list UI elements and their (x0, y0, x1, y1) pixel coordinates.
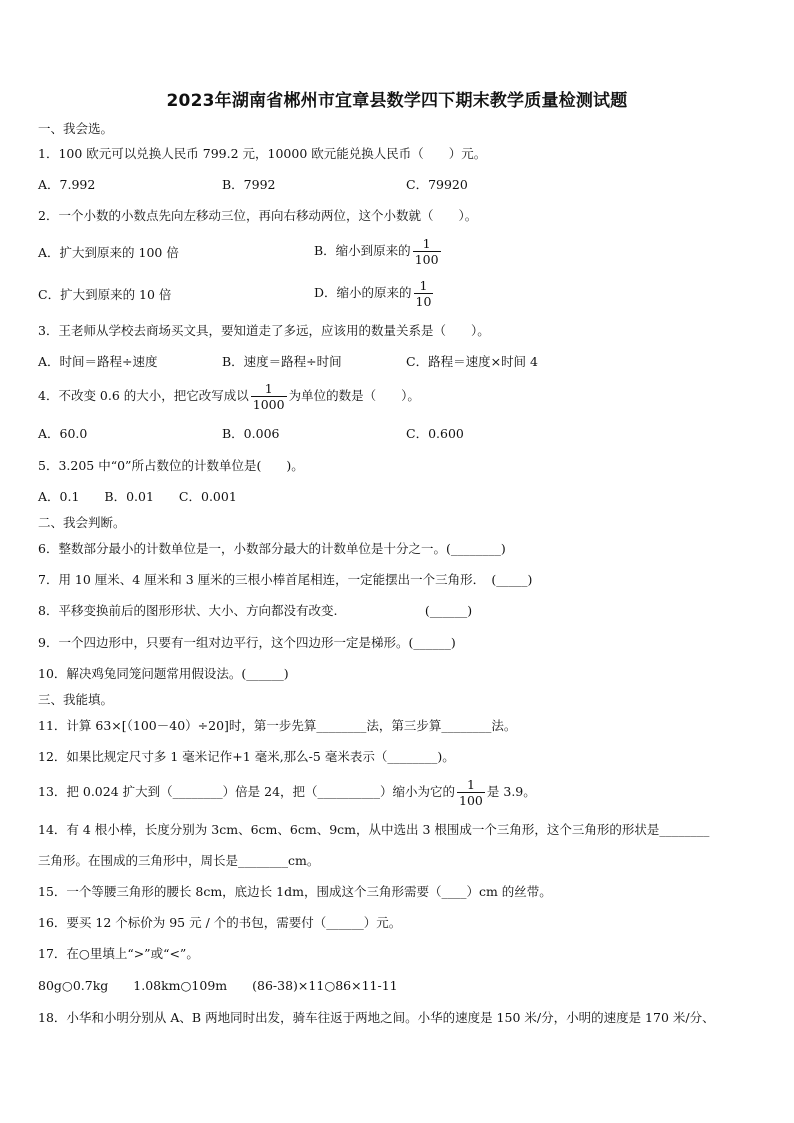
q2-option-a: A．扩大到原来的 100 倍 (38, 245, 179, 260)
q2-option-c: C．扩大到原来的 10 倍 (38, 287, 172, 302)
question-8: 8．平移变换前后的图形形状、大小、方向都没有改变. (______) (38, 603, 473, 618)
q2-option-b (314, 236, 443, 267)
fraction-denominator: 1000 (252, 397, 285, 412)
question-10: 10．解决鸡兔同笼问题常用假设法。(______) (38, 666, 289, 681)
question-5: 5．3.205 中“0”所占数位的计数单位是( )。 (38, 458, 304, 473)
q1-option-a: A．7.992 (38, 177, 96, 192)
question-1: 1．100 欧元可以兑换人民币 799.2 元，10000 欧元能兑换人民币（ ）元。 (38, 146, 487, 161)
question-11: 11．计算 63×[（100－40）÷20]时，第一步先算________法，第三步算________法。 (38, 718, 517, 733)
fraction-denominator: 100 (459, 793, 483, 808)
question-6: 6．整数部分最小的计数单位是一，小数部分最大的计数单位是十分之一。(________) (38, 541, 506, 556)
fraction-numerator: 1 (264, 381, 273, 396)
page-title: 2023年湖南省郴州市宜章县数学四下期末教学质量检测试题 (166, 91, 628, 111)
fraction (457, 777, 485, 808)
q3-option-a: A．时间＝路程÷速度 (38, 354, 158, 369)
q13-text-after: 是 3.9。 (486, 784, 536, 799)
fraction (251, 381, 287, 412)
question-7: 7．用 10 厘米、4 厘米和 3 厘米的三根小棒首尾相连，一定能摆出一个三角形． (_____) (38, 572, 533, 587)
fraction-denominator: 100 (414, 252, 439, 267)
q3-option-b: B．速度＝路程÷时间 (222, 354, 342, 369)
q4-option-b: B．0.006 (222, 426, 280, 441)
q2-option-d (314, 278, 435, 309)
question-15: 15．一个等腰三角形的腰长 8cm，底边长 1dm，围成这个三角形需要（____）cm 的丝带。 (38, 884, 552, 899)
fraction-numerator: 1 (419, 278, 428, 293)
question-16: 16．要买 12 个标价为 95 元 / 个的书包，需要付（______）元。 (38, 915, 402, 930)
question-4 (38, 381, 420, 412)
question-13 (38, 777, 536, 808)
q2-option-b-text: B．缩小到原来的 (314, 243, 411, 258)
section-heading-choose: 一、我会选。 (38, 121, 114, 136)
q4-option-a: A．60.0 (38, 426, 88, 441)
q2-option-d-text: D．缩小的原来的 (314, 285, 412, 300)
question-14-line-2: 三角形。在围成的三角形中，周长是________cm。 (38, 853, 320, 868)
q13-text-before: 13．把 0.024 扩大到（________）倍是 24，把（__________）缩小为它的 (38, 784, 456, 799)
question-17: 17．在○里填上“>”或“<”。 (38, 946, 199, 961)
question-18: 18．小华和小明分别从 A、B 两地同时出发，骑车往返于两地之间。小华的速度是 150 米/分，小明的速度是 170 米/分、 (38, 1010, 715, 1025)
fraction-denominator: 10 (415, 294, 432, 309)
fraction (413, 236, 441, 267)
q1-option-b: B．7992 (222, 177, 276, 192)
question-9: 9．一个四边形中，只要有一组对边平行，这个四边形一定是梯形。(______) (38, 635, 456, 650)
question-14-line-1: 14．有 4 根小棒，长度分别为 3cm、6cm、6cm、9cm，从中选出 3 根围成一个三角形，这个三角形的形状是________ (38, 822, 710, 837)
section-heading-judge: 二、我会判断。 (38, 515, 126, 530)
section-heading-fill: 三、我能填。 (38, 692, 114, 707)
q5-options: A．0.1 B．0.01 C．0.001 (38, 489, 237, 504)
q4-text-before: 4．不改变 0.6 的大小，把它改写成以 (38, 388, 249, 403)
question-2: 2．一个小数的小数点先向左移动三位，再向右移动两位，这个小数就（ ）。 (38, 208, 478, 223)
q3-option-c: C．路程＝速度×时间 4 (406, 354, 538, 369)
q1-option-c: C．79920 (406, 177, 468, 192)
fraction-numerator: 1 (466, 777, 475, 792)
question-12: 12．如果比规定尺寸多 1 毫米记作+1 毫米,那么-5 毫米表示（________)。 (38, 749, 455, 764)
fraction-numerator: 1 (422, 236, 431, 251)
q4-text-after: 为单位的数是（ ）。 (288, 388, 420, 403)
fraction (414, 278, 434, 309)
q17-items: 80g○0.7kg 1.08km○109m (86-38)×11○86×11-11 (38, 978, 398, 993)
question-3: 3．王老师从学校去商场买文具，要知道走了多远，应该用的数量关系是（ ）。 (38, 323, 490, 338)
q4-option-c: C．0.600 (406, 426, 464, 441)
